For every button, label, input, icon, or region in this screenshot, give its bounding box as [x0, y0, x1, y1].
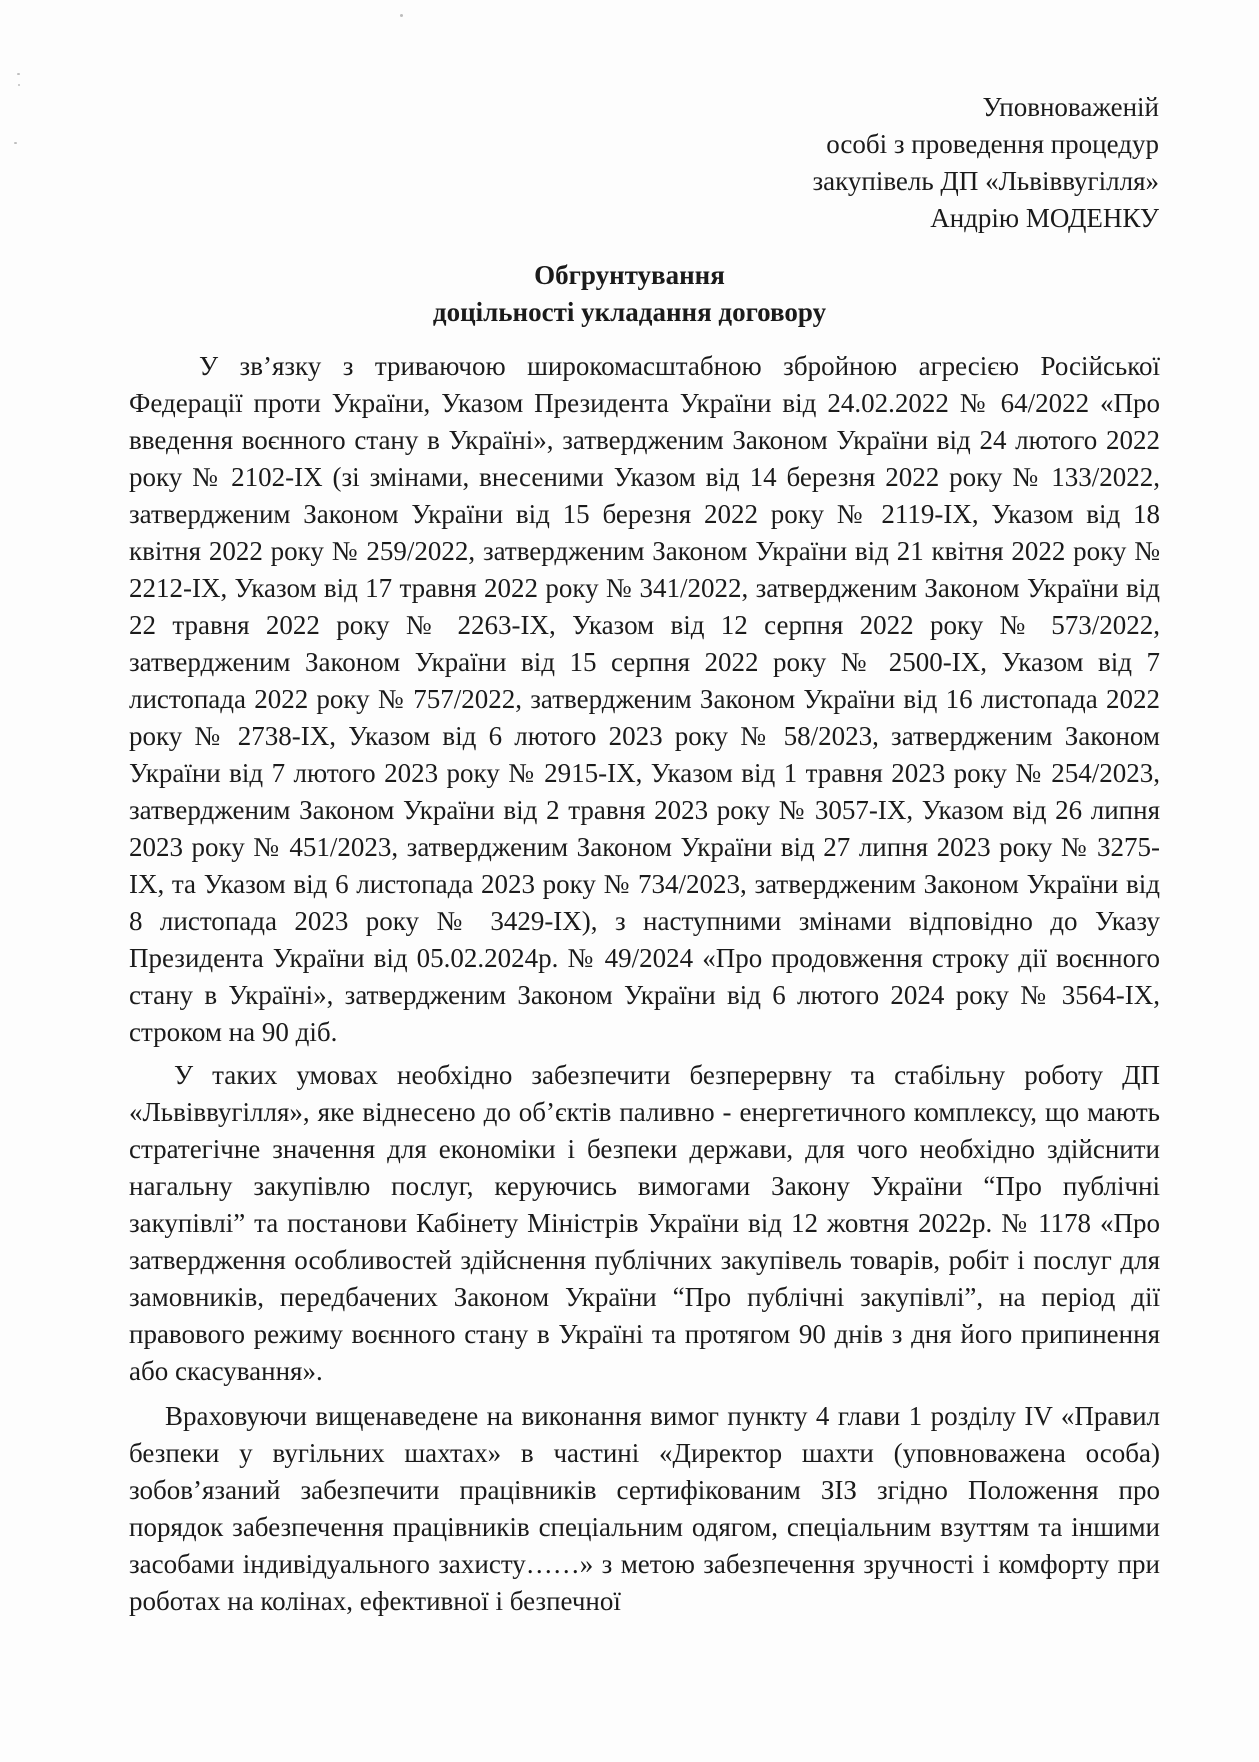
scan-speck: [18, 84, 20, 86]
scan-speck: [14, 142, 17, 144]
addressee-block: [812, 89, 1159, 237]
paragraph: У зв’язку з триваючою широкомасштабною збройною агресією Російської Федерації проти України, Указом Президента України від 24.02.2022 № 64/2022 «Про введення воєнного стану в Україні», затвердженим Законом України від 24 лютого 2022 року № 2102-IX (зі змінами, внесеними Указом від 14 березня 2022 року № 133/2022, затвердженим Законом України від 15 березня 2022 року № 2119-IX, Указом від 18 квітня 2022 року № 259/2022, затвердженим Законом України від 21 квітня 2022 року № 2212-IX, Указом від 17 травня 2022 року № 341/2022, затвердженим Законом України від 22 травня 2022 року № 2263-IX, Указом від 12 серпня 2022 року № 573/2022, затвердженим Законом України від 15 серпня 2022 року № 2500-IX, Указом від 7 листопада 2022 року № 757/2022, затвердженим Законом України від 16 листопада 2022 року № 2738-IX, Указом від 6 лютого 2023 року № 58/2023, затвердженим Законом України від 7 лютого 2023 року № 2915-IX, Указом від 1 травня 2023 року № 254/2023, затвердженим Законом України від 2 травня 2023 року № 3057-IX, Указом від 26 липня 2023 року № 451/2023, затвердженим Законом України від 27 липня 2023 року № 3275-IX, та Указом від 6 листопада 2023 року № 734/2023, затвердженим Законом України від 8 листопада 2023 року № 3429-IX), з наступними змінами відповідно до Указу Президента України від 05.02.2024р. № 49/2024 «Про продовження строку дії воєнного стану в Україні», затвердженим Законом України від 6 лютого 2024 року № 3564-IX, строком на 90 діб.: [129, 351, 1160, 1047]
document-title: [0, 257, 1259, 331]
scan-speck: [17, 73, 20, 75]
paragraph: У таких умовах необхідно забезпечити безперервну та стабільну роботу ДП «Львіввугілля», яке віднесено до об’єктів паливно - енергетичного комплексу, що мають стратегічне значення для економіки і безпеки держави, для чого необхідно здійснити нагальну закупівлю послуг, керуючись вимогами Закону України “Про публічні закупівлі” та постанови Кабінету Міністрів України від 12 жовтня 2022р. № 1178 «Про затвердження особливостей здійснення публічних закупівель товарів, робіт і послуг для замовників, передбачених Законом України “Про публічні закупівлі”, на період дії правового режиму воєнного стану в Україні та протягом 90 днів з дня його припинення або скасування».: [129, 1060, 1160, 1386]
paragraph: Враховуючи вищенаведене на виконання вимог пункту 4 глави 1 розділу IV «Правил безпеки у вугільних шахтах» в частині «Директор шахти (уповноважена особа) зобов’язаний забезпечити працівників сертифікованим ЗІЗ згідно Положення про порядок забезпечення працівників спеціальним одягом, спеціальним взуттям та іншими засобами індивідуального захисту……» з метою забезпечення зручності і комфорту при роботах на колінах, ефективної і безпечної: [129, 1401, 1160, 1616]
addressee-line: Андрію МОДЕНКУ: [930, 203, 1159, 233]
title-line: доцільності укладання договору: [432, 297, 827, 327]
title-line: Обгрунтування: [534, 260, 725, 290]
scan-speck: [400, 14, 403, 17]
document-body: [129, 348, 1160, 1626]
addressee-line: закупівель ДП «Львіввугілля»: [812, 166, 1159, 196]
addressee-line: особі з проведення процедур: [826, 129, 1159, 159]
addressee-line: Уповноваженій: [982, 92, 1159, 122]
